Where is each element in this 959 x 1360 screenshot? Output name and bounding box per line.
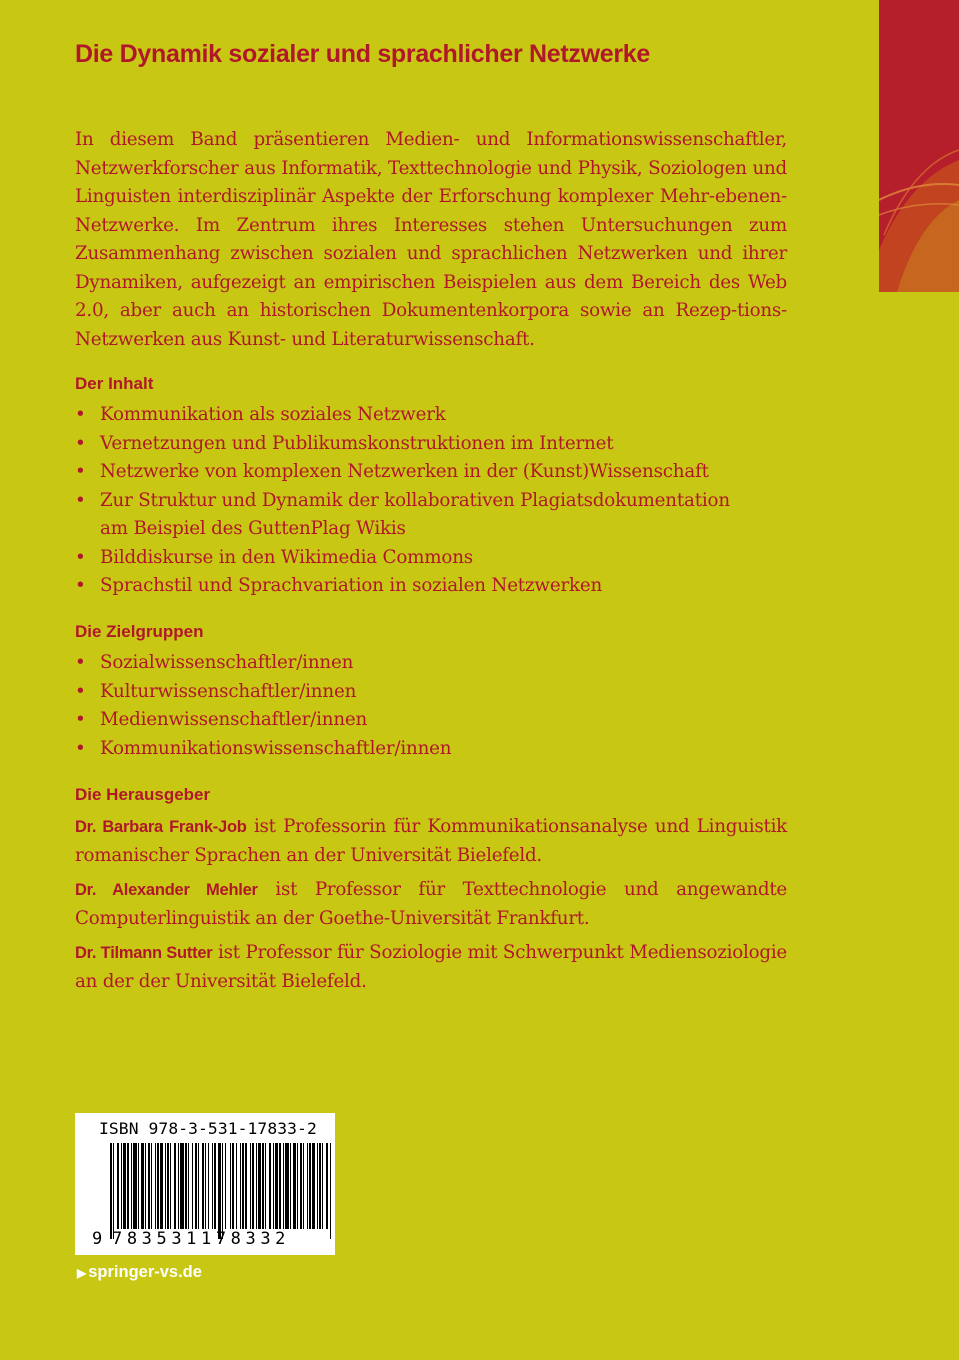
editor-description: ist Professorin für Kommunikationsanalyse und Linguistik romanischer Sprachen an der Universität Bielefeld. <box>75 816 787 866</box>
bullet: • <box>75 404 86 425</box>
list-item-text: Zur Struktur und Dynamik der kollaborativen Plagiatsdokumentation <box>100 489 730 511</box>
publisher-url-text: springer-vs.de <box>88 1263 202 1281</box>
barcode-bar <box>252 1143 254 1229</box>
barcode-bar <box>141 1143 144 1229</box>
book-title: Die Dynamik sozialer und sprachlicher Netzwerke <box>75 40 651 68</box>
intro-paragraph: In diesem Band präsentieren Medien- und Informationswissenschaftler, Netzwerkforscher aus Informatik, Texttechnologie und Physik, Soziologen und Linguisten interdisziplinär Aspekte der Erforschung komplexer Mehr-ebenen-Netzwerke. Im Zentrum ihres Interesses stehen Untersuchungen zum Zusammenhang zwischen sozialen und sprachlichen Netzwerken und ihrer Dynamiken, aufgezeigt an empirischen Beispielen aus dem Bereich des Web 2.0, aber auch an historischen Dokumentenkorpora sowie an Rezep-tions-Netzwerken aus Kunst- und Literaturwissenschaft. <box>75 129 787 350</box>
bullet: • <box>75 489 86 511</box>
barcode-bar <box>198 1143 199 1229</box>
list-item-text: Kommunikation als soziales Netzwerk <box>100 404 446 425</box>
editors-heading: Die Herausgeber <box>75 785 211 804</box>
list-item <box>75 706 451 735</box>
barcode-bar <box>155 1143 156 1229</box>
barcode-bar <box>123 1143 126 1229</box>
barcode-bar <box>113 1143 114 1239</box>
list-item-text: Sozialwissenschaftler/innen <box>100 652 354 673</box>
barcode-bar <box>167 1143 169 1229</box>
barcode-bar <box>297 1143 298 1229</box>
barcode-bar <box>222 1143 223 1239</box>
barcode-bar <box>319 1143 321 1229</box>
barcode-bar <box>188 1143 189 1229</box>
bullet: • <box>75 680 86 702</box>
editor-name: Dr. Barbara Frank-Job <box>75 818 247 836</box>
barcode-first-digit: 9 <box>92 1229 103 1249</box>
barcode-bar <box>265 1143 266 1229</box>
barcode-bar <box>230 1143 231 1229</box>
arrow-right-icon: ▶ <box>77 1266 87 1280</box>
barcode-bar <box>205 1143 206 1229</box>
barcode-bar <box>214 1143 216 1229</box>
barcode-bar <box>258 1143 261 1229</box>
barcode-bar <box>208 1143 209 1229</box>
barcode-bar <box>157 1143 159 1229</box>
barcode-bar <box>145 1143 146 1229</box>
barcode-bar <box>160 1143 163 1229</box>
barcode-bar <box>174 1143 176 1229</box>
contents-list <box>75 401 730 601</box>
barcode-bar <box>232 1143 234 1229</box>
barcode-bar <box>151 1143 152 1229</box>
bullet: • <box>75 709 86 730</box>
publisher-url[interactable] <box>77 1263 202 1282</box>
barcode-bar <box>262 1143 264 1229</box>
barcode-bar <box>285 1143 289 1229</box>
list-item <box>75 572 730 601</box>
list-item <box>75 458 730 487</box>
barcode-bar <box>117 1143 119 1229</box>
barcode-bar <box>317 1143 318 1229</box>
list-item-text: Vernetzungen und Publikumskonstruktionen im Internet <box>100 432 614 454</box>
list-item <box>75 735 451 764</box>
list-item <box>75 678 451 707</box>
barcode-bar <box>202 1143 204 1229</box>
list-item-text: Kulturwissenschaftler/innen <box>100 680 357 702</box>
editor-bio <box>75 876 787 933</box>
list-item <box>75 544 730 573</box>
barcode-bar <box>300 1143 302 1229</box>
list-item-continuation <box>75 515 730 544</box>
editor-bio <box>75 813 787 870</box>
list-item-text: Netzwerke von komplexen Netzwerken in der (Kunst)Wissenschaft <box>100 461 709 482</box>
barcode-bar <box>307 1143 308 1229</box>
barcode-bar <box>279 1143 281 1229</box>
barcode-bar <box>236 1143 237 1229</box>
list-item <box>75 487 730 516</box>
barcode-bar <box>275 1143 278 1229</box>
isbn-label: ISBN 978-3-531-17833-2 <box>99 1119 317 1138</box>
barcode-bar <box>330 1143 331 1239</box>
bullet: • <box>75 737 86 759</box>
barcode-bar <box>273 1143 274 1229</box>
barcode-bar <box>283 1143 284 1229</box>
bullet: • <box>75 432 86 454</box>
list-item <box>75 649 451 678</box>
barcode-bar <box>195 1143 197 1229</box>
barcode-bar <box>225 1143 226 1229</box>
barcode-digits: 783531178332 <box>112 1229 291 1249</box>
barcode-bar <box>185 1143 187 1229</box>
barcode-bar <box>242 1143 244 1229</box>
barcode-bar <box>180 1143 184 1229</box>
barcode-bar <box>256 1143 257 1229</box>
list-item-text: Bilddiskurse in den Wikimedia Commons <box>100 546 473 568</box>
barcode-bar <box>110 1143 112 1239</box>
contents-heading: Der Inhalt <box>75 374 154 393</box>
editor-name: Dr. Tilmann Sutter <box>75 944 213 962</box>
editor-name: Dr. Alexander Mehler <box>75 881 258 899</box>
barcode-bar <box>218 1143 221 1239</box>
bullet: • <box>75 461 86 482</box>
barcode-bar <box>170 1143 171 1229</box>
list-item-text: Sprachstil und Sprachvariation in sozialen Netzwerken <box>100 575 603 596</box>
barcode-bar <box>312 1143 315 1229</box>
bullet: • <box>75 652 86 673</box>
barcode-bar <box>322 1143 323 1229</box>
barcode-bar <box>165 1143 166 1229</box>
list-item-text: am Beispiel des GuttenPlag Wikis <box>100 518 406 539</box>
list-item <box>75 401 730 430</box>
audience-list <box>75 649 451 763</box>
barcode-bar <box>250 1143 251 1229</box>
barcode-bar <box>148 1143 150 1229</box>
audience-heading: Die Zielgruppen <box>75 622 204 641</box>
barcode-bar <box>293 1143 296 1229</box>
barcode-bar <box>178 1143 179 1229</box>
barcode-bar <box>326 1143 328 1229</box>
list-item <box>75 430 730 459</box>
barcode-bar <box>138 1143 139 1229</box>
barcode-bar <box>121 1143 122 1229</box>
barcode-bar <box>290 1143 291 1229</box>
corner-swoosh-graphic <box>879 0 959 292</box>
barcode-bar <box>269 1143 271 1229</box>
editor-description: ist Professor für Soziologie mit Schwerpunkt Mediensoziologie an der der Universität Bielefeld. <box>75 942 787 992</box>
barcode-bar <box>309 1143 311 1229</box>
corner-decoration <box>879 0 959 292</box>
barcode-bar <box>245 1143 247 1229</box>
editor-bio <box>75 939 787 996</box>
list-item-text: Medienwissenschaftler/innen <box>100 709 368 730</box>
barcode-bar <box>192 1143 193 1229</box>
barcode-bar <box>212 1143 213 1229</box>
barcode-bar <box>133 1143 137 1229</box>
barcode-bar <box>127 1143 129 1229</box>
isbn-barcode <box>75 1113 335 1255</box>
barcode-bar <box>303 1143 304 1229</box>
list-item-text: Kommunikationswissenschaftler/innen <box>100 737 452 759</box>
bullet: • <box>75 575 86 596</box>
barcode-bar <box>240 1143 241 1229</box>
editor-description: ist Professor für Texttechnologie und angewandte Computerlinguistik an der Goethe-Universität Frankfurt. <box>75 879 787 929</box>
barcode-bar <box>131 1143 132 1229</box>
bullet: • <box>75 546 86 568</box>
